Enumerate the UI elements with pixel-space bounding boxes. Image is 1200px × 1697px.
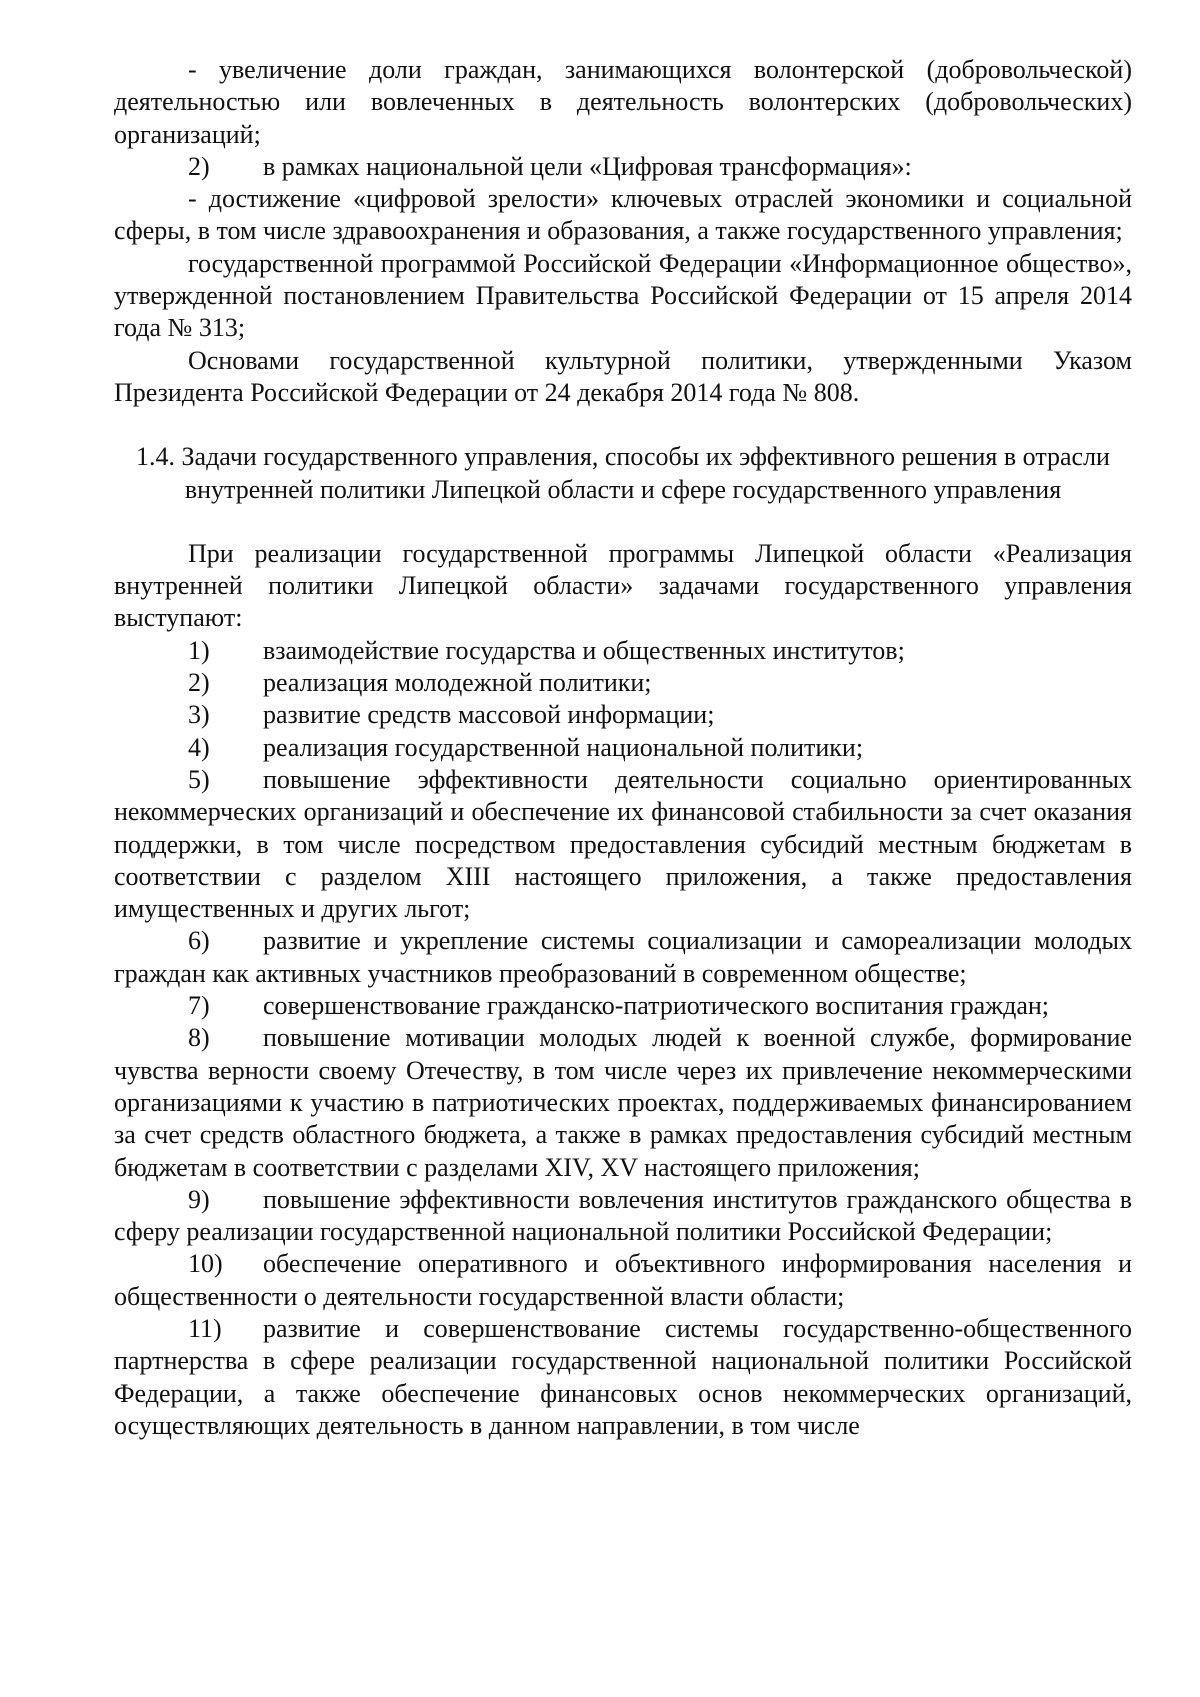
task-item xyxy=(114,764,1132,925)
task-number: 9) xyxy=(188,1184,210,1214)
task-item xyxy=(114,732,1132,764)
paragraph-intro: При реализации государственной программы Липецкой области «Реализация внутренней политики Липецкой области» задачами государственного управления выступают: xyxy=(114,538,1132,633)
task-text: повышение эффективности деятельности социально ориентированных некоммерческих организаций и обеспечение их финансовой стабильности за счет оказания поддержки, в том числе посредством предоставления субсидий местным бюджетам в соответствии с разделом XIII настоящего приложения, а также предоставления имущественных и других льгот; xyxy=(114,764,1132,924)
paragraph-digital-maturity: - достижение «цифровой зрелости» ключевых отраслей экономики и социальной сферы, в том числе здравоохранения и образования, а также государственного управления; xyxy=(114,184,1132,246)
task-text: реализация государственной национальной политики; xyxy=(263,732,864,762)
paragraph-cultural-policy: Основами государственной культурной политики, утвержденными Указом Президента Российской Федерации от 24 декабря 2014 года № 808. xyxy=(114,345,1132,407)
paragraph-state-program: государственной программой Российской Федерации «Информационное общество», утвержденной постановлением Правительства Российской Федерации от 15 апреля 2014 года № 313; xyxy=(114,248,1132,343)
task-number: 6) xyxy=(188,926,210,956)
task-text: развитие и совершенствование системы государственно-общественного партнерства в сфере реализации государственной национальной политики Российской Федерации, а также обеспечение финансовых основ некоммерческих организаций, осуществляющих деятельность в данном направлении, в том числе xyxy=(114,1313,1132,1440)
task-number: 8) xyxy=(188,1023,210,1053)
task-text: развитие средств массовой информации; xyxy=(263,700,715,730)
task-item xyxy=(114,1248,1132,1313)
task-list xyxy=(114,635,1132,1442)
task-text: повышение мотивации молодых людей к военной службе, формирование чувства верности своему Отечеству, в том числе через их привлечение некоммерческими организациями к участию в патриотических проектах, поддерживаемых финансированием за счет средств областного бюджета, а также в рамках предоставления субсидий местным бюджетам в соответствии с разделами XIV, XV настоящего приложения; xyxy=(114,1023,1132,1182)
task-text: взаимодействие государства и общественных институтов; xyxy=(263,635,905,665)
task-number: 7) xyxy=(188,991,210,1021)
task-number: 1) xyxy=(188,635,210,665)
paragraph-volunteer-share: - увеличение доли граждан, занимающихся волонтерской (добровольческой) деятельностью или вовлеченных в деятельность волонтерских (добровольческих) организаций; xyxy=(114,55,1132,149)
task-text: совершенствование гражданско-патриотического воспитания граждан; xyxy=(263,991,1050,1021)
task-item xyxy=(114,1022,1132,1183)
task-text: развитие и укрепление системы социализации и самореализации молодых граждан как активных участников преобразований в современном обществе; xyxy=(114,926,1132,988)
section-heading: 1.4. Задачи государственного управления, способы их эффективного решения в отрасли внутренней политики Липецкой области и сфере государственного управления xyxy=(136,442,1110,504)
task-number: 11) xyxy=(188,1313,222,1343)
goal-text: в рамках национальной цели «Цифровая трансформация»: xyxy=(263,151,912,181)
task-text: обеспечение оперативного и объективного информирования населения и общественности о деятельности государственной власти области; xyxy=(114,1249,1132,1311)
task-item xyxy=(114,925,1132,990)
task-item xyxy=(114,635,1132,667)
goal-digital-transformation xyxy=(114,151,1132,183)
task-number: 4) xyxy=(188,732,210,762)
task-item xyxy=(114,990,1132,1022)
task-text: реализация молодежной политики; xyxy=(263,668,652,698)
task-item xyxy=(114,1184,1132,1249)
task-item xyxy=(114,1313,1132,1442)
task-number: 2) xyxy=(188,668,210,698)
task-number: 5) xyxy=(188,764,210,794)
task-number: 10) xyxy=(188,1249,223,1279)
task-item xyxy=(114,667,1132,699)
task-text: повышение эффективности вовлечения институтов гражданского общества в сферу реализации государственной национальной политики Российской Федерации; xyxy=(114,1184,1132,1247)
task-item xyxy=(114,699,1132,731)
task-number: 3) xyxy=(188,700,210,730)
document-body xyxy=(114,54,1132,1442)
goal-number: 2) xyxy=(188,151,210,181)
